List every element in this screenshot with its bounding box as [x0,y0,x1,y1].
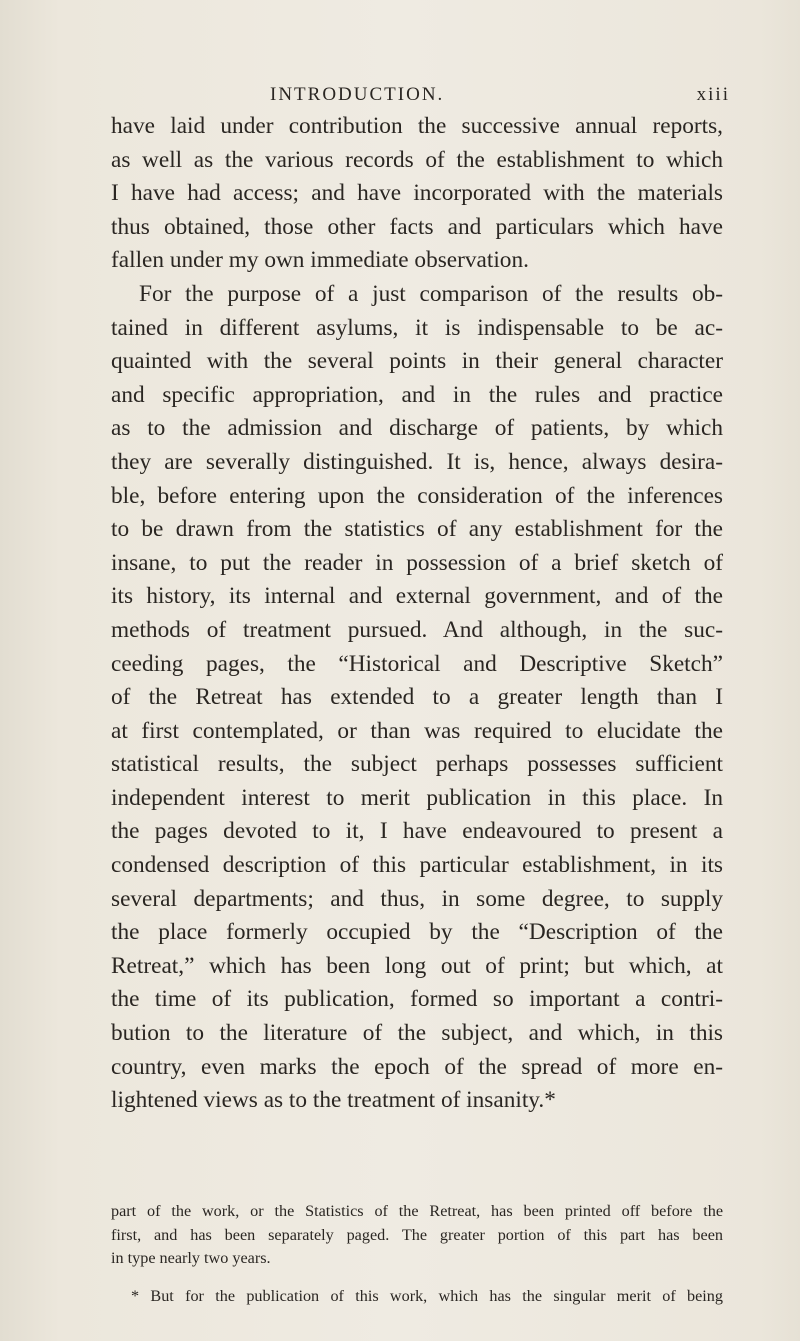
text-line: lightened views as to the treatment of insanity.* [111,1087,556,1114]
body-text [111,110,723,1118]
text-line: have laid under contribution the successive annual reports, [111,113,723,139]
text-line: insane, to put the reader in possession of a brief sketch of [111,549,723,576]
text-line: to be drawn from the statistics of any establishment for the [111,516,723,543]
text-line: condensed description of this particular establishment, in its [111,852,723,879]
text-line: the place formerly occupied by the “Description of the [111,919,723,946]
text-line: ble, before entering upon the consideration of the inferences [111,482,723,509]
text-line: independent interest to merit publication in this place. In [111,784,723,811]
footnotes [111,1200,723,1308]
running-head [270,84,730,106]
text-line: methods of treatment pursued. And although, in the suc- [111,616,723,643]
text-line: several departments; and thus, in some degree, to supply [111,885,723,912]
footnote: * But for the publication of this work, which has the singular merit of being [131,1286,723,1305]
text-line: as to the admission and discharge of patients, by which [111,415,723,442]
text-line: at first contemplated, or than was required to elucidate the [111,717,723,744]
text-line: I have had access; and have incorporated with the materials [111,180,723,207]
text-line: the time of its publication, formed so important a contri- [111,986,723,1013]
text-line: bution to the literature of the subject, and which, in this [111,1020,723,1047]
note-line: first, and has been separately paged. The greater portion of this part has been [111,1225,723,1244]
text-line: For the purpose of a just comparison of the results ob- [139,280,723,307]
text-line: they are severally distinguished. It is, hence, always desira- [111,448,723,475]
text-line: country, even marks the epoch of the spread of more en- [111,1053,723,1080]
text-line: quainted with the several points in their general character [111,348,723,375]
text-line: the pages devoted to it, I have endeavoured to present a [111,818,723,845]
note-line: part of the work, or the Statistics of the Retreat, has been printed off before the [111,1202,723,1220]
text-line: its history, its internal and external government, and of the [111,583,723,610]
text-line: tained in different asylums, it is indispensable to be ac- [111,314,723,341]
text-line: thus obtained, those other facts and particulars which have [111,213,723,240]
text-line: as well as the various records of the establishment to which [111,146,723,173]
text-line: statistical results, the subject perhaps possesses sufficient [111,751,723,778]
page-number: xiii [696,84,730,105]
note-line: in type nearly two years. [111,1249,271,1267]
text-line: Retreat,” which has been long out of print; but which, at [111,952,723,979]
text-line: and specific appropriation, and in the rules and practice [111,381,723,408]
text-line: ceeding pages, the “Historical and Descriptive Sketch” [111,650,723,677]
text-line: fallen under my own immediate observation. [111,247,529,274]
running-head-title: INTRODUCTION. [270,84,445,105]
text-line: of the Retreat has extended to a greater length than I [111,684,723,711]
